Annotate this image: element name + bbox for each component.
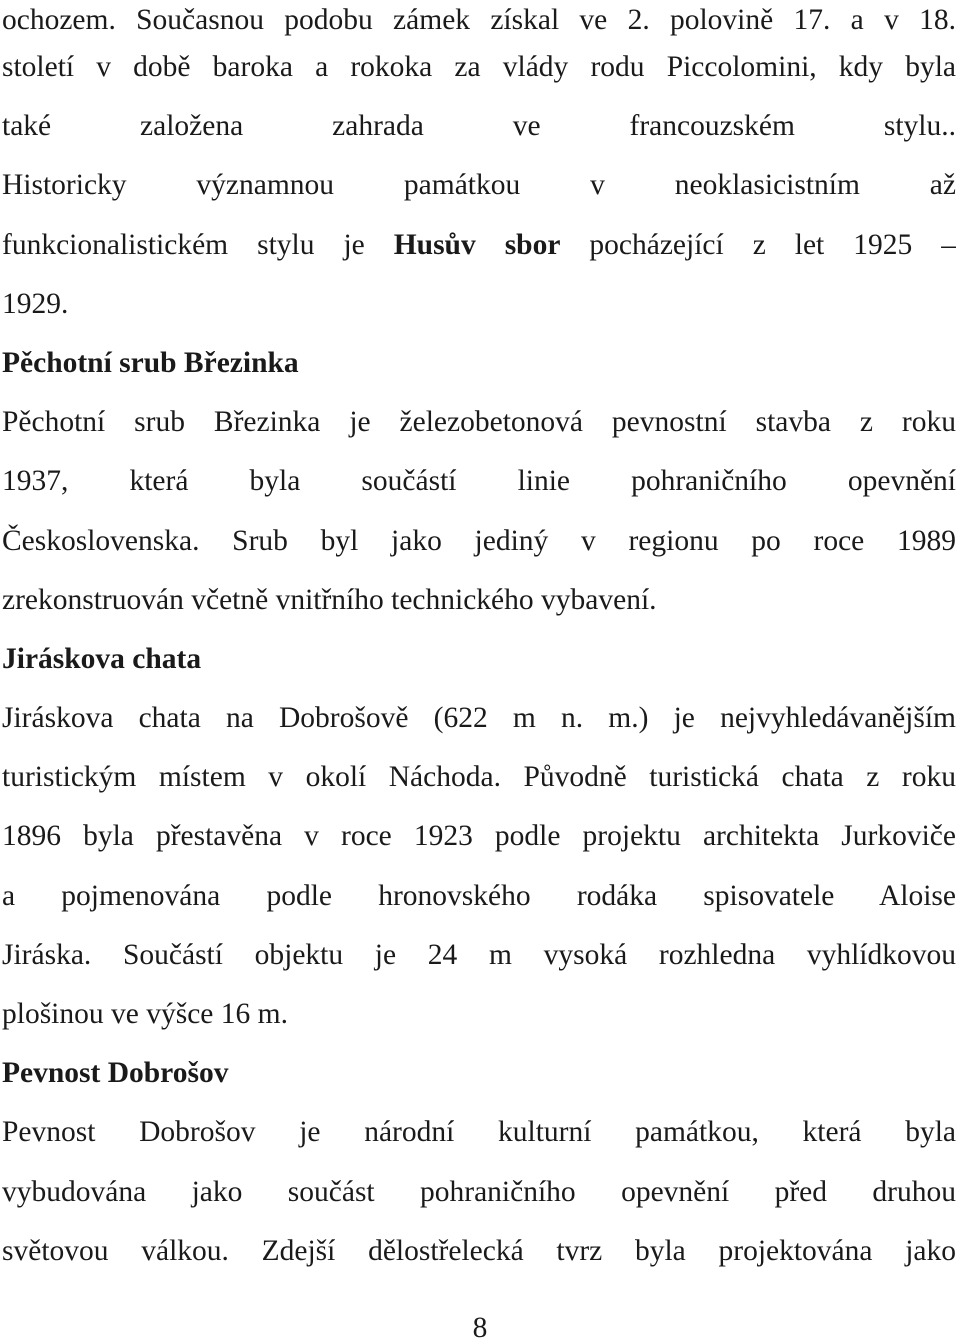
text-line: a pojmenována podle hronovského rodáka spisovatele Aloise — [2, 879, 956, 912]
section-heading-pechotni-srub: Pěchotní srub Březinka — [2, 346, 299, 379]
text-line: Pevnost Dobrošov je národní kulturní památkou, která byla — [2, 1116, 956, 1149]
text-line: světovou válkou. Zdejší dělostřelecká tvrz byla projektována jako — [2, 1234, 956, 1267]
text-line: plošinou ve výšce 16 m. — [2, 998, 288, 1030]
text-line: Historicky významnou památkou v neoklasicistním až — [2, 169, 956, 202]
text-line: 1937, která byla součástí linie pohraničního opevnění — [2, 465, 956, 498]
text-line: Jiráska. Součástí objektu je 24 m vysoká rozhledna vyhlídkovou — [2, 938, 956, 971]
text-line: 1929. — [2, 287, 69, 320]
document-page — [2, 0, 956, 1288]
page-number: 8 — [472, 1312, 488, 1344]
text-segment: funkcionalistickém stylu je — [2, 228, 394, 261]
text-line-with-bold — [2, 223, 956, 282]
text-line: století v době baroka a rokoka za vlády rodu Piccolomini, kdy byla — [2, 51, 956, 83]
text-segment: pocházející z let 1925 – — [560, 228, 956, 261]
section-heading-jiraskova-chata: Jiráskova chata — [2, 642, 202, 675]
text-line: také založena zahrada ve francouzském stylu.. — [2, 110, 956, 143]
text-line: zrekonstruován včetně vnitřního technického vybavení. — [2, 583, 657, 616]
text-line: vybudována jako součást pohraničního opevnění před druhou — [2, 1175, 956, 1208]
text-line: Pěchotní srub Březinka je železobetonová pevnostní stavba z roku — [2, 406, 956, 439]
text-line: Československa. Srub byl jako jediný v regionu po roce 1989 — [2, 524, 956, 557]
text-line: Jiráskova chata na Dobrošově (622 m n. m.) je nejvyhledávanějším — [2, 702, 956, 735]
bold-term-husuv-sbor: Husův sbor — [393, 228, 561, 261]
text-line: turistickým místem v okolí Náchoda. Původně turistická chata z roku — [2, 761, 956, 794]
text-line: ochozem. Současnou podobu zámek získal ve 2. polovině 17. a v 18. — [2, 4, 956, 36]
section-heading-pevnost-dobrosov: Pevnost Dobrošov — [2, 1057, 229, 1090]
text-line: 1896 byla přestavěna v roce 1923 podle projektu architekta Jurkoviče — [2, 820, 956, 853]
